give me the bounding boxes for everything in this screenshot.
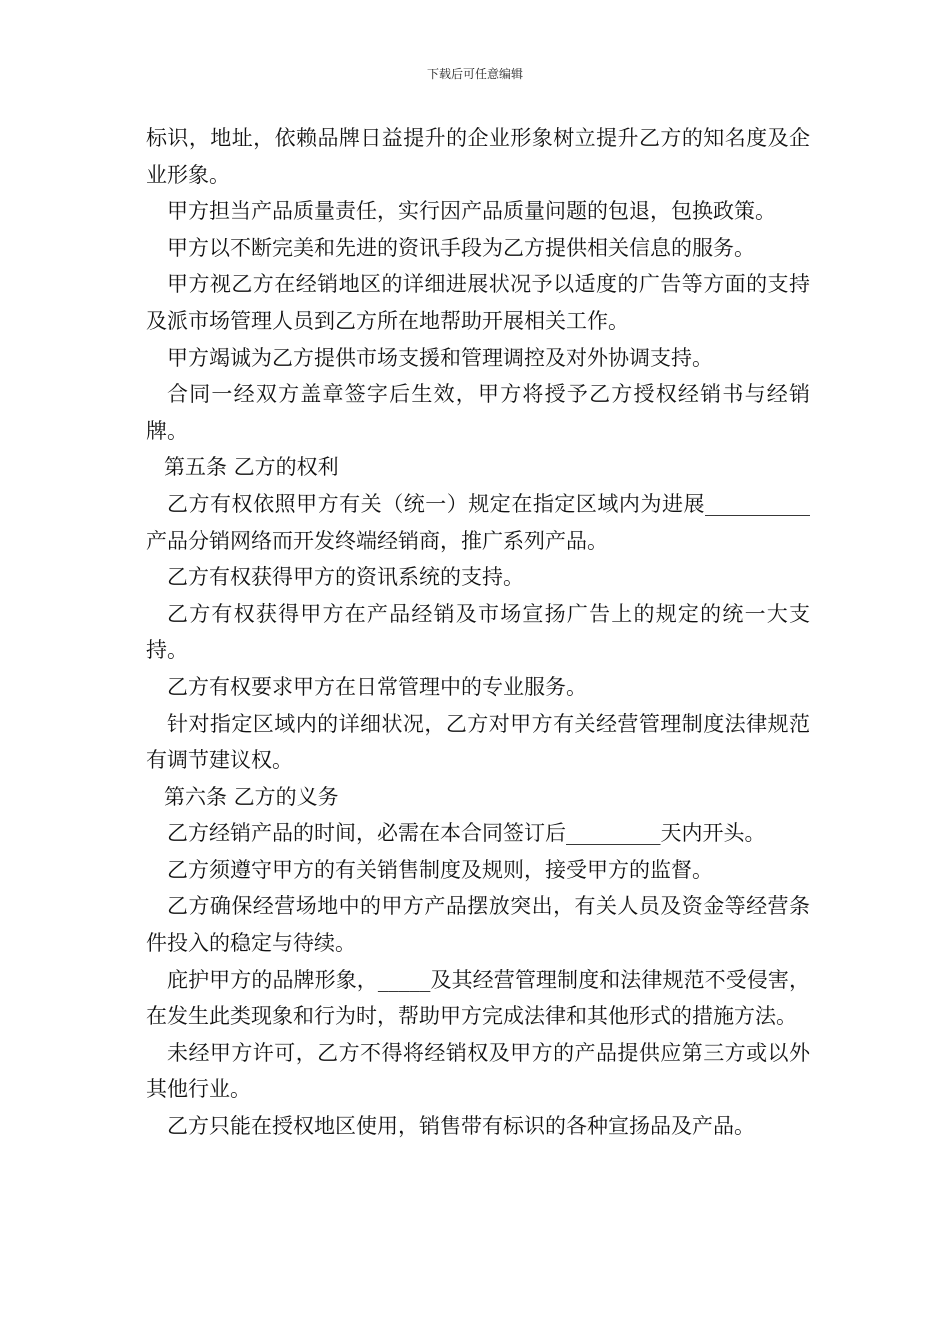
paragraph-5: 甲方竭诚为乙方提供市场支援和管理调控及对外协调支持。: [167, 345, 713, 370]
page-header: 下载后可任意编辑: [426, 67, 523, 81]
paragraph-6: 合同一经双方盖章签字后生效，甲方将授予乙方授权经销书与经销牌。: [146, 382, 810, 443]
paragraph-9: 乙方有权获得甲方在产品经销及市场宣扬广告上的规定的统一大支持。: [146, 601, 810, 663]
paragraph-10: 乙方有权要求甲方在日常管理中的专业服务。: [167, 674, 587, 699]
paragraph-7: 乙方有权依照甲方有关（统一）规定在指定区域内为进展__________产品分销网络而开发终端经销商，推广系列产品。: [146, 491, 810, 553]
paragraph-3: 甲方以不断完美和先进的资讯手段为乙方提供相关信息的服务。: [167, 235, 755, 260]
paragraph-17: 乙方只能在授权地区使用，销售带有标识的各种宣扬品及产品。: [167, 1114, 755, 1139]
paragraph-2: 甲方担当产品质量责任，实行因产品质量问题的包退，包换政策。: [167, 199, 776, 224]
paragraph-11: 针对指定区域内的详细状况，乙方对甲方有关经营管理制度法律规范有调节建议权。: [146, 711, 810, 773]
paragraph-12: 乙方经销产品的时间，必需在本合同签订后_________天内开头。: [167, 821, 766, 846]
paragraph-15: 庇护甲方的品牌形象，_____及其经营管理制度和法律规范不受侵害，在发生此类现象和行为时，帮助甲方完成法律和其他形式的措施方法。: [146, 967, 810, 1029]
paragraph-16: 未经甲方许可，乙方不得将经销权及甲方的产品提供应第三方或以外其他行业。: [146, 1040, 810, 1102]
paragraph-14: 乙方确保经营场地中的甲方产品摆放突出，有关人员及资金等经营条件投入的稳定与待续。: [146, 894, 810, 956]
section-heading-article-6: 第六条 乙方的义务: [164, 784, 339, 809]
paragraph-4: 甲方视乙方在经销地区的详细进展状况予以适度的广告等方面的支持及派市场管理人员到乙方所在地帮助开展相关工作。: [146, 272, 810, 333]
paragraph-13: 乙方须遵守甲方的有关销售制度及规则，接受甲方的监督。: [167, 857, 713, 882]
paragraph-1: 标识，地址，依赖品牌日益提升的企业形象树立提升乙方的知名度及企业形象。: [146, 126, 810, 187]
paragraph-8: 乙方有权获得甲方的资讯系统的支持。: [167, 565, 524, 590]
document-body: [146, 120, 810, 1145]
section-heading-article-5: 第五条 乙方的权利: [164, 455, 339, 480]
